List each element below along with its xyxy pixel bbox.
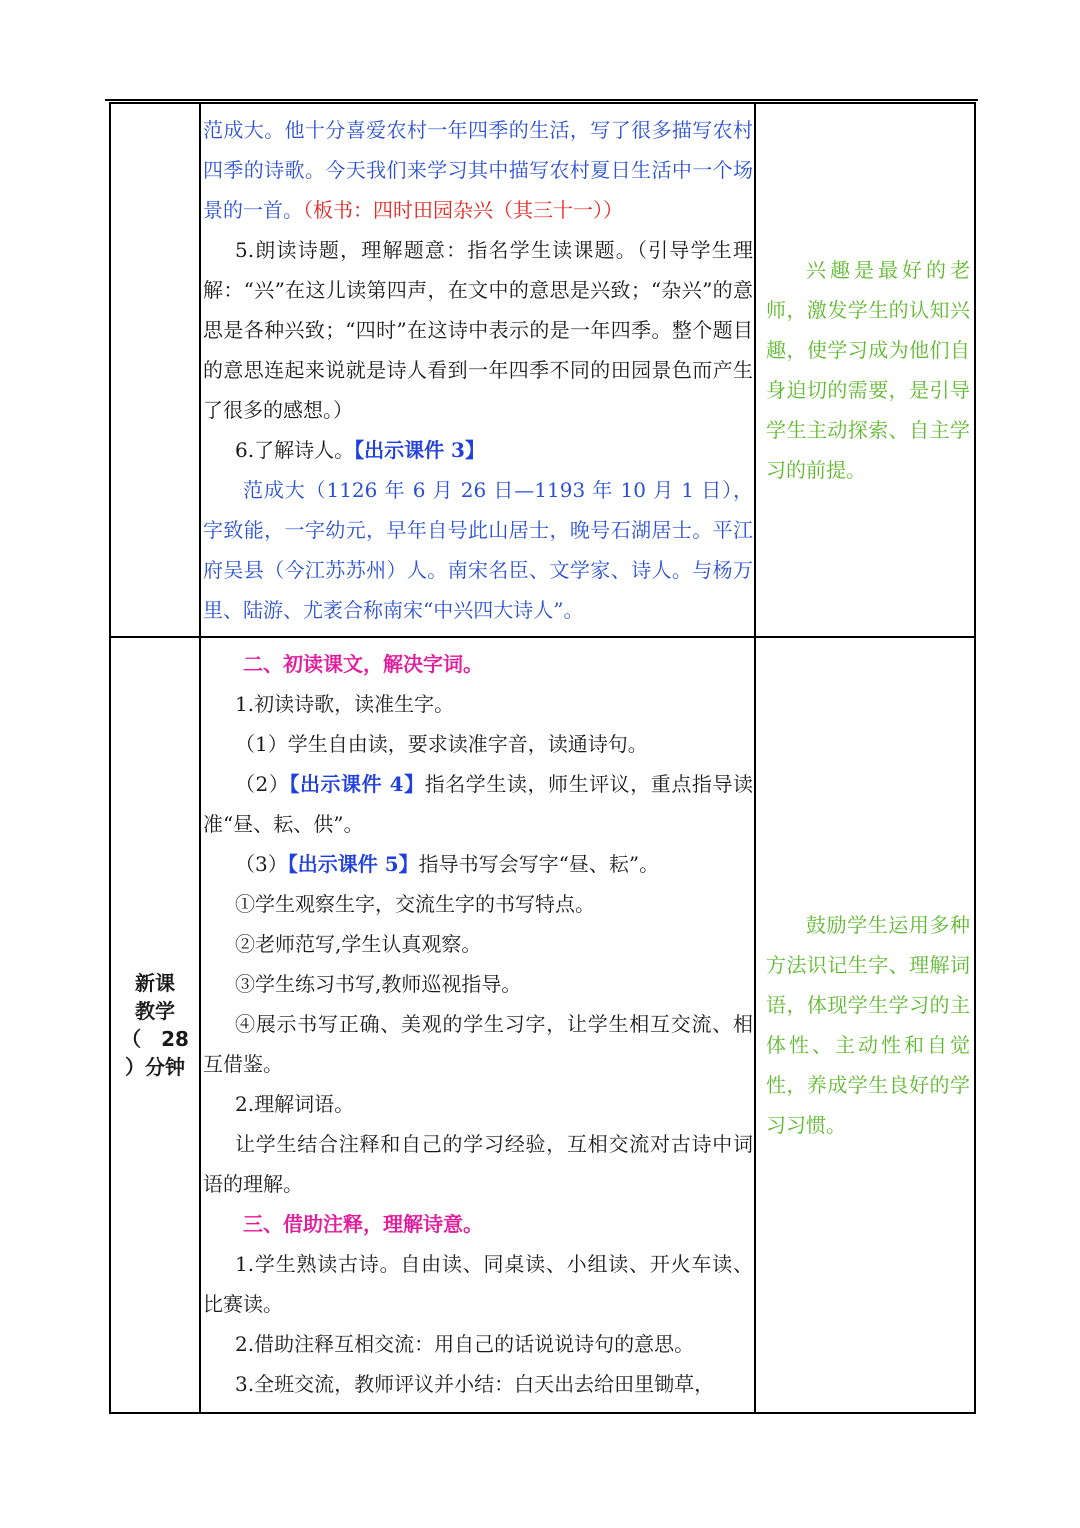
- step-1b: （2）【出示课件 4】指名学生读，师生评议，重点指导读准“昼、耘、供”。: [203, 772, 753, 836]
- stage-cell: [110, 637, 200, 1413]
- step-t3: 3.全班交流，教师评议并小结：白天出去给田里锄草，: [235, 1372, 715, 1396]
- content-cell: [200, 637, 755, 1413]
- step-t1: 1.学生熟读古诗。自由读、同桌读、小组读、开火车读、比赛读。: [203, 1252, 753, 1316]
- courseware-tag: 【出示课件 5】: [287, 852, 419, 876]
- stage-label-2: 教学: [135, 999, 175, 1023]
- substep-2: ②老师范写,学生认真观察。: [235, 932, 482, 956]
- design-note: 鼓励学生运用多种方法识记生字、理解词语，体现学生学习的主体性、主动性和自觉性，养成学生良好的学习习惯。: [766, 913, 970, 1137]
- step-1a: （1）学生自由读，要求读准字音，读通诗句。: [235, 732, 648, 756]
- step-2: 2.理解词语。: [235, 1092, 355, 1116]
- lesson-plan-table: [109, 102, 976, 1414]
- step-1c: （3）【出示课件 5】指导书写会写字“昼、耘”。: [235, 852, 660, 876]
- poet-bio: 范成大（1126 年 6 月 26 日—1193 年 10 月 1 日），字致能，一字幼元，早年自号此山居士，晚号石湖居士。平江府吴县（今江苏苏州）人。南宋名臣、文学家、诗人。与杨万里、陆游、尤袤合称南宋“中兴四大诗人”。: [203, 478, 753, 622]
- stage-cell-empty: [110, 103, 200, 637]
- step-5: 5.朗读诗题，理解题意：指名学生读课题。（引导学生理解：“兴”在这儿读第四声，在文中的意思是兴致；“杂兴”的意思是各种兴致；“四时”在这诗中表示的是一年四季。整个题目的意思连起来说就是诗人看到一年四季不同的田园景色而产生了很多的感想。）: [203, 238, 753, 422]
- design-note-cell: [755, 637, 975, 1413]
- design-note: 兴趣是最好的老师，激发学生的认知兴趣，使学习成为他们自身迫切的需要，是引导学生主动探索、自主学习的前提。: [766, 258, 970, 482]
- stage-label-1: 新课: [135, 971, 175, 995]
- courseware-tag: 【出示课件 4】: [289, 772, 425, 796]
- step-6: 6.了解诗人。【出示课件 3】: [235, 438, 485, 462]
- step-t2: 2.借助注释互相交流：用自己的话说说诗句的意思。: [235, 1332, 695, 1356]
- substep-4: ④展示书写正确、美观的学生习字，让学生相互交流、相互借鉴。: [203, 1012, 753, 1076]
- design-note-cell: [755, 103, 975, 637]
- table-row: [110, 637, 975, 1413]
- page-top-rule: [105, 99, 978, 101]
- section-heading-2: 二、初读课文，解决字词。: [243, 652, 483, 676]
- step-1: 1.初读诗歌，读准生字。: [235, 692, 455, 716]
- step-2a: 让学生结合注释和自己的学习经验，互相交流对古诗中词语的理解。: [203, 1132, 753, 1196]
- content-cell: [200, 103, 755, 637]
- table-row: [110, 103, 975, 637]
- stage-label-3: （ 28: [121, 1027, 189, 1051]
- intro-paragraph: 范成大。他十分喜爱农村一年四季的生活，写了很多描写农村四季的诗歌。今天我们来学习其中描写农村夏日生活中一个场景的一首。（板书：四时田园杂兴（其三十一））: [203, 118, 753, 222]
- courseware-tag: 【出示课件 3】: [354, 438, 485, 462]
- substep-3: ③学生练习书写,教师巡视指导。: [235, 972, 522, 996]
- section-heading-3: 三、借助注释，理解诗意。: [243, 1212, 483, 1236]
- stage-label-4: ）分钟: [125, 1055, 185, 1079]
- board-note: （板书：四时田园杂兴（其三十一））: [303, 198, 623, 222]
- substep-1: ①学生观察生字，交流生字的书写特点。: [235, 892, 595, 916]
